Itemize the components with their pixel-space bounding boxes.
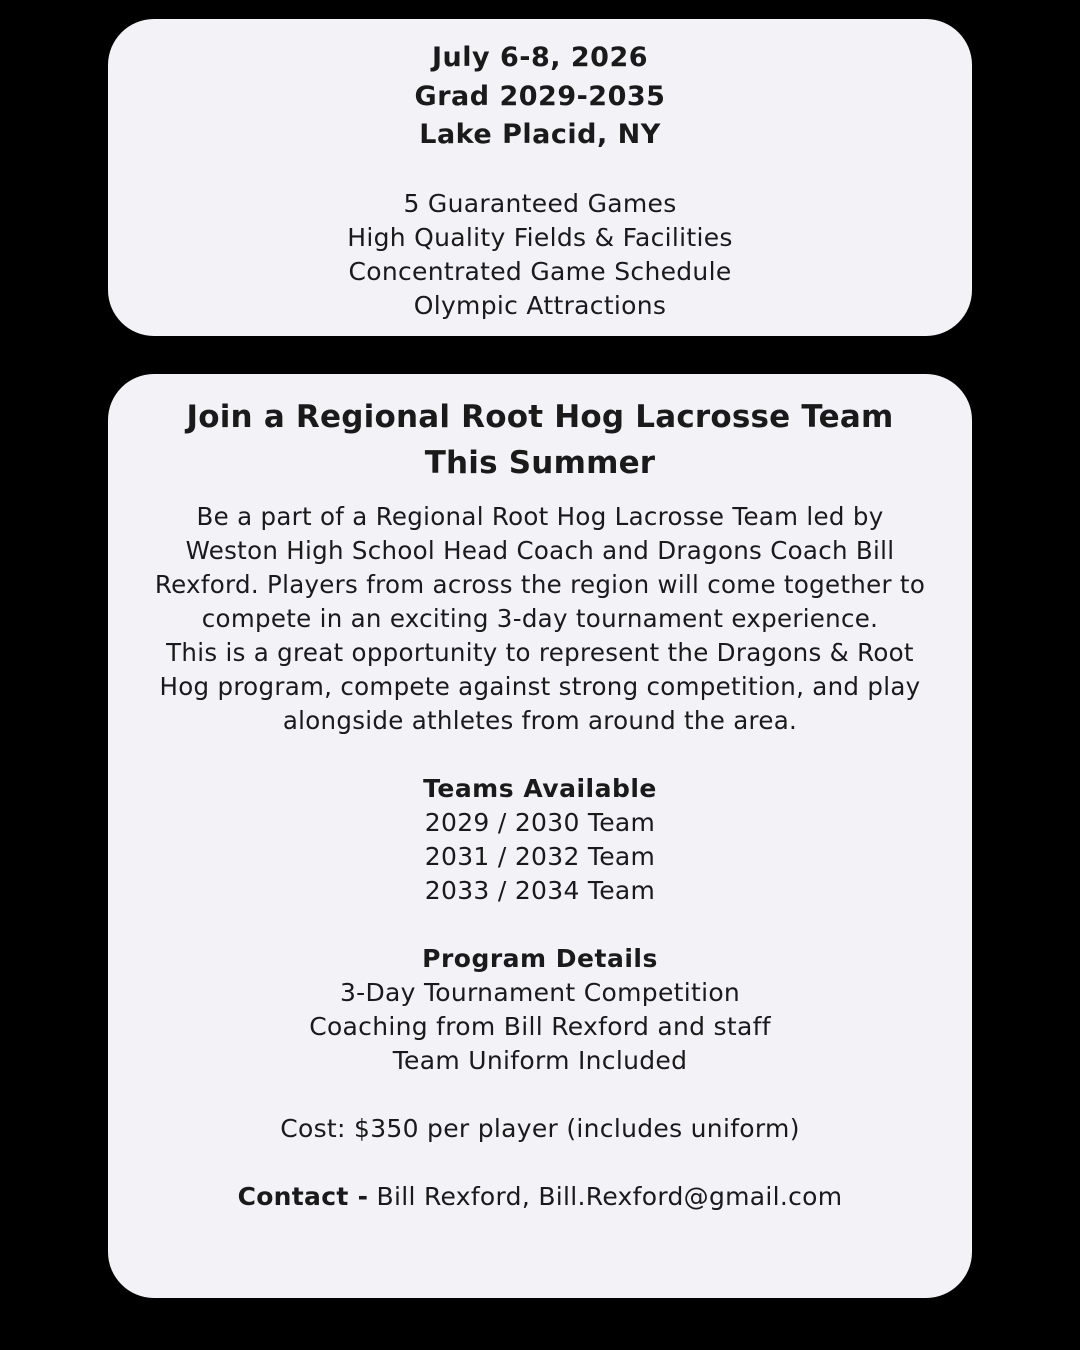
highlight-item: Concentrated Game Schedule <box>348 256 732 286</box>
program-title <box>108 394 972 486</box>
highlight-item: 5 Guaranteed Games <box>403 188 677 218</box>
event-location: Lake Placid, NY <box>419 119 661 150</box>
team-item: 2033 / 2034 Team <box>424 876 656 905</box>
team-item: 2029 / 2030 Team <box>424 808 656 837</box>
event-summary-card <box>108 19 972 336</box>
program-intro <box>150 500 930 738</box>
event-dates: July 6-8, 2026 <box>431 42 649 73</box>
team-item: 2031 / 2032 Team <box>424 842 656 871</box>
highlight-item: High Quality Fields & Facilities <box>347 222 733 252</box>
teams-heading: Teams Available <box>423 774 657 803</box>
cost-line: Cost: $350 per player (includes uniform) <box>280 1114 800 1143</box>
contact-label: Contact - <box>237 1182 369 1211</box>
program-intro-paragraph-1: Be a part of a Regional Root Hog Lacrosse Team led by Weston High School Head Coach and Dragons Coach Bill Rexford. Players from across the region will come together to compete in an exciting 3-day tournament experience. <box>154 502 926 633</box>
event-grad-years: Grad 2029-2035 <box>414 80 666 112</box>
details-heading: Program Details <box>422 944 658 973</box>
program-title-line2: This Summer <box>424 445 656 481</box>
detail-item: 3-Day Tournament Competition <box>339 978 741 1007</box>
program-info-card <box>108 374 972 1298</box>
detail-item: Team Uniform Included <box>392 1046 688 1075</box>
program-title-line1: Join a Regional Root Hog Lacrosse Team <box>186 399 894 435</box>
contact-line <box>108 1180 972 1214</box>
detail-item: Coaching from Bill Rexford and staff <box>309 1012 771 1041</box>
contact-info: Bill Rexford, Bill.Rexford@gmail.com <box>376 1182 843 1211</box>
program-intro-paragraph-2: This is a great opportunity to represent the Dragons & Root Hog program, compete against strong competition, and play alongside athletes from around the area. <box>159 638 921 735</box>
highlight-item: Olympic Attractions <box>413 290 667 320</box>
